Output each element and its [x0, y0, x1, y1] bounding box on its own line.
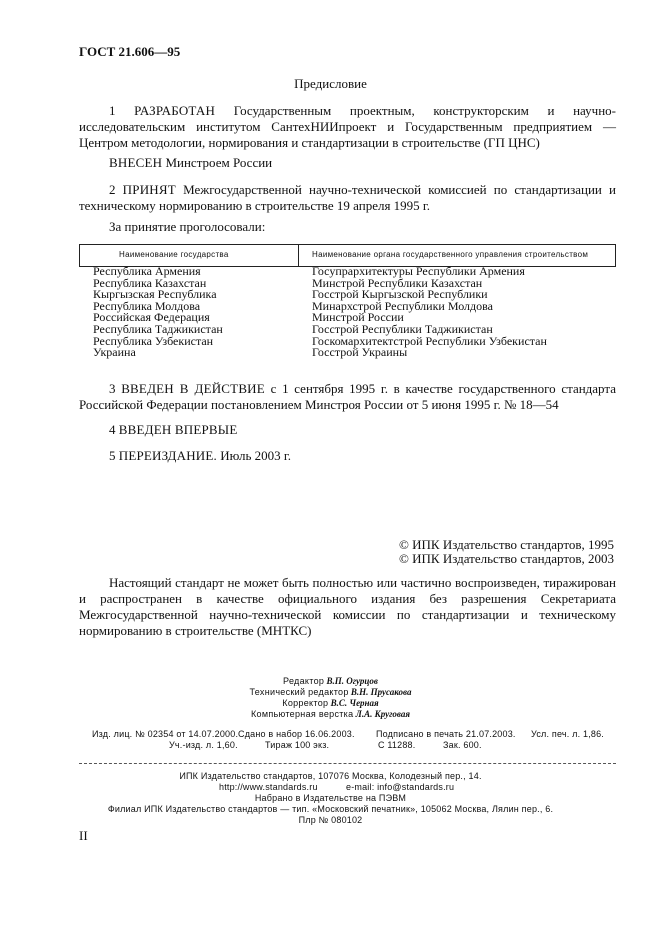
- copyright-2003: © ИПК Издательство стандартов, 2003: [399, 551, 614, 566]
- publishing-order-code: С 11288.: [378, 740, 416, 750]
- table-cell-state: Республика Молдова: [93, 298, 201, 313]
- table-rule-left: [79, 244, 80, 266]
- imprint-name: В.Н. Прусакова: [350, 687, 412, 697]
- paragraph-number: 1: [109, 103, 116, 118]
- voting-table: [79, 244, 616, 362]
- table-cell-state: Республика Армения: [93, 264, 201, 278]
- table-cell-authority: Минстрой Республики Казахстан: [312, 275, 483, 290]
- table-cell-state: Республика Таджикистан: [93, 321, 223, 336]
- imprint-layout: [0, 709, 661, 720]
- publisher-address: ИПК Издательство стандартов, 107076 Москва, Колодезный пер., 14.: [179, 771, 482, 781]
- imprint-label: Корректор: [282, 698, 329, 708]
- table-rule-middle: [298, 244, 299, 266]
- publishing-edition-sheets: Уч.-изд. л. 1,60.: [169, 740, 238, 750]
- table-rule-right: [615, 244, 616, 266]
- paragraph-enacted: [79, 381, 616, 413]
- table-cell-authority: Минстрой России: [312, 310, 404, 325]
- imprint-name: Л.А. Круговая: [355, 709, 410, 719]
- paragraph-text: Межгосударственной научно-технической комиссией по стандартизации и техническому нормированию в строительстве 19 апреля 1995 г.: [79, 182, 616, 213]
- paragraph-adopted: [79, 182, 616, 214]
- publishing-typeset-date: Сдано в набор 16.06.2003.: [238, 729, 355, 739]
- table-cell-state: Российская Федерация: [93, 310, 210, 325]
- publishing-print-date: Подписано в печать 21.07.2003.: [376, 729, 516, 739]
- table-cell-authority: Госстрой Кыргызской Республики: [312, 287, 488, 302]
- table-cell-authority: Минархстрой Республики Молдова: [312, 298, 493, 313]
- publishing-print-sheets: Усл. печ. л. 1,86.: [531, 729, 605, 739]
- document-code: ГОСТ 21.606—95: [79, 44, 181, 59]
- reproduction-notice: Настоящий стандарт не может быть полностью или частично воспроизведен, тиражирован и распространен в качестве официального издания без разрешения Секретариата Межгосударственной научно-технической комиссии по стандартизации и техническому нормированию в строительстве (МНТКС): [79, 575, 616, 638]
- table-cell-authority: Госкомархитектстрой Республики Узбекистан: [312, 333, 547, 348]
- imprint-tech-editor: [0, 687, 661, 698]
- imprint-proofreader: [0, 698, 661, 709]
- imprint-name: В.С. Черная: [330, 698, 379, 708]
- paragraph-lead: ПРИНЯТ: [122, 182, 176, 197]
- paragraph-lead: ВВЕДЕН В ДЕЙСТВИЕ: [121, 381, 265, 396]
- table-cell-authority: Госстрой Республики Таджикистан: [312, 321, 493, 336]
- publishing-license: Изд. лиц. № 02354 от 14.07.2000.: [92, 729, 239, 739]
- copyright-1995: © ИПК Издательство стандартов, 1995: [399, 537, 614, 552]
- table-cell-state: Республика Казахстан: [93, 275, 207, 290]
- paragraph-number: 4: [109, 422, 116, 437]
- foreword-title: Предисловие: [294, 76, 367, 91]
- imprint-label: Компьютерная верстка: [251, 709, 354, 719]
- printing-license: Плр № 080102: [298, 815, 363, 825]
- table-column-states: [93, 266, 223, 359]
- paragraph-text: с 1 сентября 1995 г. в качестве государственного стандарта Российской Федерации постановлением Минстроя России от 5 июня 1995 г. № 18—54: [79, 381, 616, 412]
- imprint-name: В.П. Огурцов: [326, 676, 378, 686]
- page-number: II: [79, 828, 88, 843]
- paragraph-lead: ВНЕСЕН: [109, 155, 163, 170]
- paragraph-first-introduced: [79, 422, 616, 438]
- paragraph-introduced: [79, 155, 616, 171]
- table-cell-state: Кыргызская Республика: [93, 287, 217, 302]
- publisher-website: http://www.standards.ru: [219, 782, 318, 792]
- paragraph-lead: РАЗРАБОТАН: [134, 103, 216, 118]
- publishing-print-run: Тираж 100 экз.: [265, 740, 330, 750]
- paragraph-text: Минстроем России: [165, 155, 273, 170]
- paragraph-lead: ВВЕДЕН ВПЕРВЫЕ: [118, 422, 238, 437]
- imprint-label: Редактор: [283, 676, 325, 686]
- table-cell-state: Украина: [93, 345, 136, 360]
- paragraph-number: 3: [109, 381, 116, 396]
- table-column-authorities: [312, 266, 547, 359]
- table-header-authority: Наименование органа государственного управления строительством: [312, 250, 589, 259]
- paragraph-text: Июль 2003 г.: [220, 448, 292, 463]
- table-cell-state: Республика Узбекистан: [93, 333, 214, 348]
- paragraph-number: 2: [109, 182, 116, 197]
- imprint-label: Технический редактор: [249, 687, 349, 697]
- typeset-note: Набрано в Издательстве на ПЭВМ: [254, 793, 407, 803]
- table-rule-top: [79, 244, 616, 245]
- voted-label: За принятие проголосовали:: [109, 219, 266, 234]
- dashed-divider: [79, 763, 616, 764]
- paragraph-developed: [79, 103, 616, 151]
- publisher-email: e-mail: info@standards.ru: [346, 782, 455, 792]
- paragraph-text: Государственным проектным, конструкторским и научно-исследовательским институтом СантехНИИпроект и Государственным предприятием — Центром методологии, нормирования и стандартизации в строительстве (ГП ЦНС): [79, 103, 616, 150]
- paragraph-lead: ПЕРЕИЗДАНИЕ.: [118, 448, 217, 463]
- table-header-state: Наименование государства: [119, 250, 229, 259]
- table-cell-authority: Госупрархитектуры Республики Армения: [312, 264, 525, 278]
- paragraph-reissue: [79, 448, 616, 464]
- paragraph-number: 5: [109, 448, 116, 463]
- printing-branch: Филиал ИПК Издательство стандартов — тип. «Московский печатник», 105062 Москва, Лялин пер., 6.: [107, 804, 554, 814]
- imprint-editor: [0, 676, 661, 687]
- table-cell-authority: Госстрой Украины: [312, 345, 408, 360]
- publishing-order-number: Зак. 600.: [443, 740, 482, 750]
